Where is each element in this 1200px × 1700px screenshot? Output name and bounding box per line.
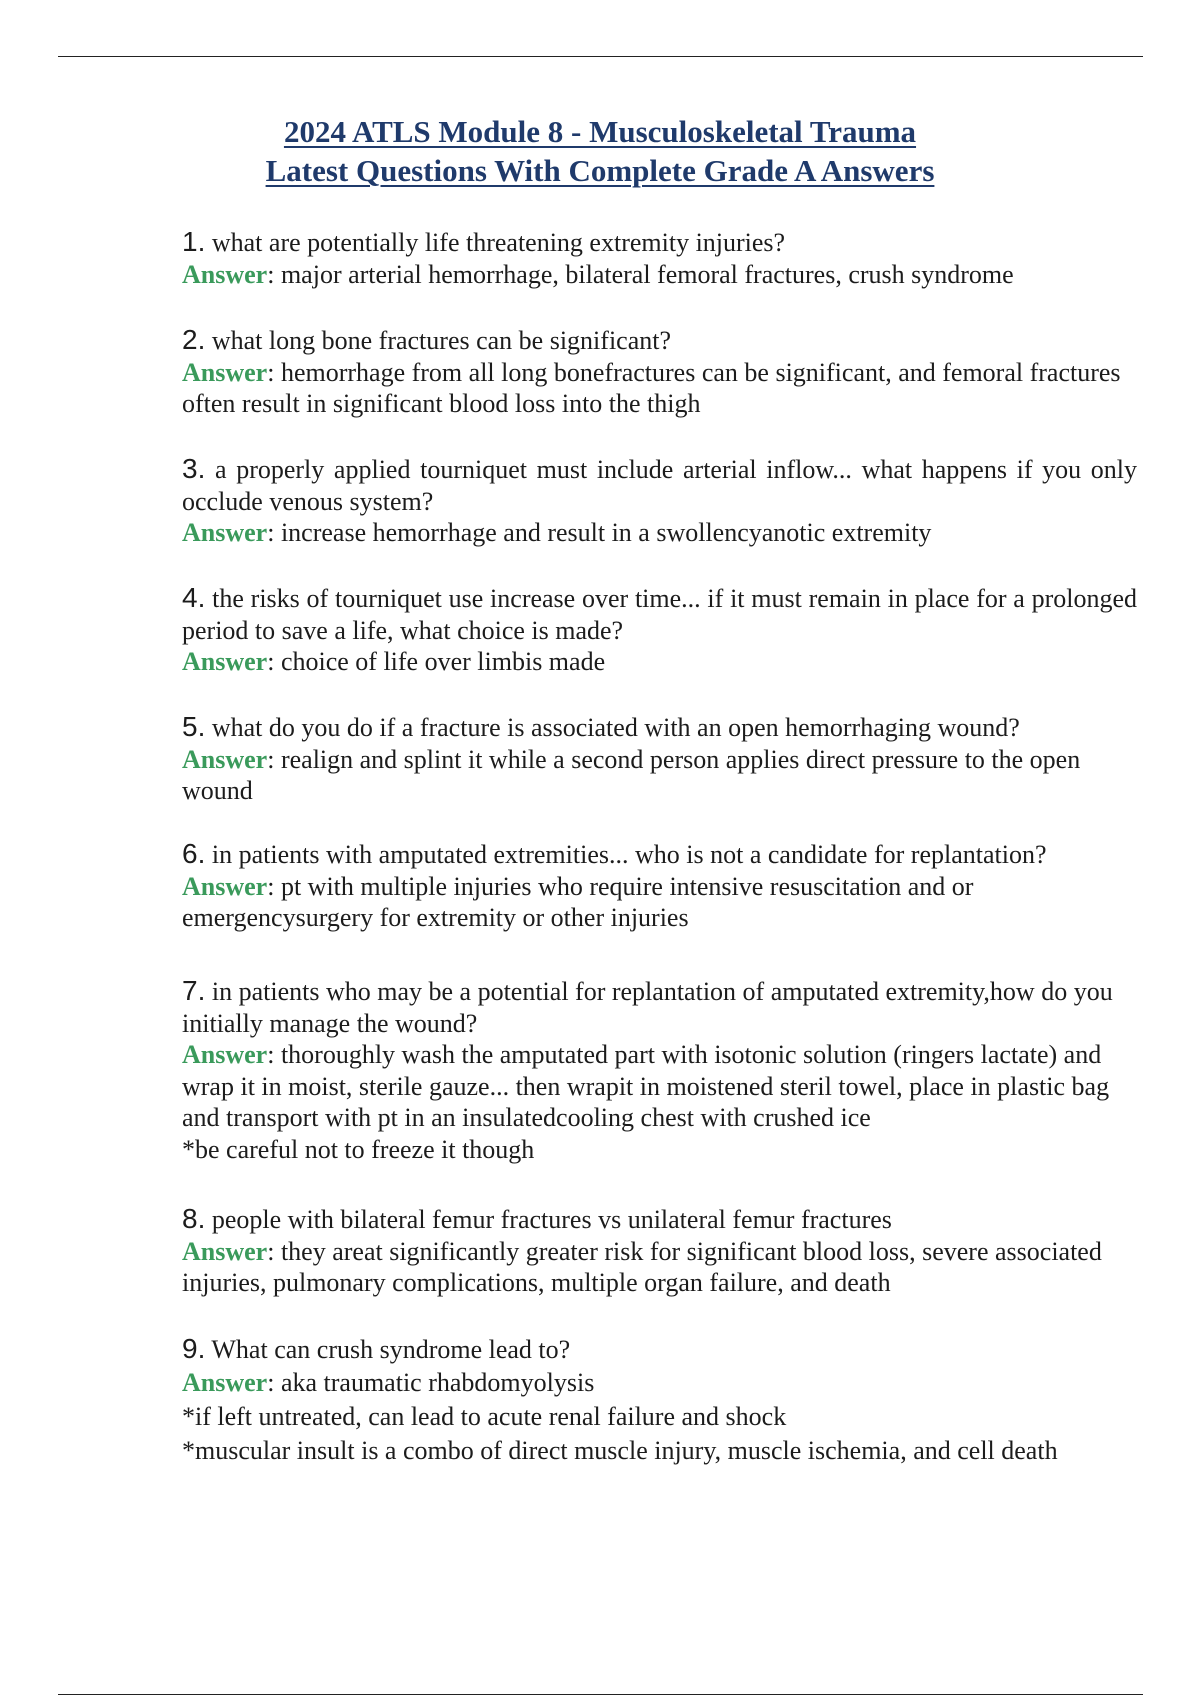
question-number: 8. — [182, 1203, 206, 1234]
question-number: 2. — [182, 324, 206, 355]
answer-text: thoroughly wash the amputated part with isotonic solution (ringers lactate) and wrap it in moist, sterile gauze... then wrapit in moistened steril towel, place in plastic bag and transport with pt in an insulatedcooling chest with crushed ice — [182, 1040, 1110, 1132]
answer-note: *be careful not to freeze it though — [182, 1134, 535, 1164]
footer-rule — [58, 1694, 1143, 1695]
title-line-1: 2024 ATLS Module 8 - Musculoskeletal Trauma — [283, 114, 917, 149]
answer-text: hemorrhage from all long bonefractures can be significant, and femoral fractures often result in significant blood loss into the thigh — [182, 357, 1121, 418]
question-text: in patients with amputated extremities... who is not a candidate for replantation? — [211, 840, 1047, 869]
answer-label: Answer — [182, 357, 268, 387]
answer-label: Answer — [182, 1040, 268, 1069]
qa-item-3: 3. a properly applied tourniquet must include arterial inflow... what happens if you only occlude venous system? Answer: increase hemorrhage and result in a swollencyanotic extremity — [182, 453, 1138, 547]
qa-item-9: 9. What can crush syndrome lead to? Answer: aka traumatic rhabdomyolysis *if left untreated, can lead to acute renal failure and shock *muscular insult is a combo of direct muscle injury, muscle ischemia, and cell death — [182, 1333, 1137, 1468]
question-number: 9. — [182, 1333, 206, 1364]
answer-label: Answer — [182, 871, 268, 901]
answer-text: they areat significantly greater risk for significant blood loss, severe associated injuries, pulmonary complications, multiple organ failure, and death — [182, 1236, 1102, 1297]
answer-text: increase hemorrhage and result in a swollencyanotic extremity — [280, 518, 932, 547]
qa-item-4: 4. the risks of tourniquet use increase over time... if it must remain in place for a prolonged period to save a life, what choice is made? Answer: choice of life over limbis made — [182, 582, 1138, 676]
answer-label: Answer — [182, 744, 268, 774]
question-number: 1. — [182, 226, 206, 257]
document-title — [0, 112, 1200, 190]
qa-item-2: 2. what long bone fractures can be significant? Answer: hemorrhage from all long bonefractures can be significant, and femoral fractures often result in significant blood loss into the thigh — [182, 324, 1121, 418]
header-rule — [58, 56, 1143, 57]
answer-label: Answer — [182, 518, 268, 547]
question-number: 7. — [182, 975, 206, 1006]
qa-item-5: 5. what do you do if a fracture is associated with an open hemorrhaging wound? Answer: realign and splint it while a second person applies direct pressure to the open wound — [182, 711, 1081, 805]
question-text: a properly applied tourniquet must include arterial inflow... what happens if you only occlude venous system? — [182, 455, 1138, 516]
answer-text: pt with multiple injuries who require intensive resuscitation and or emergencysurgery for extremity or other injuries — [182, 871, 974, 932]
question-text: what long bone fractures can be significant? — [211, 326, 672, 355]
question-number: 6. — [182, 838, 206, 869]
answer-label: Answer — [182, 259, 268, 289]
answer-text: major arterial hemorrhage, bilateral femoral fractures, crush syndrome — [280, 259, 1014, 289]
answer-label: Answer — [182, 1236, 268, 1266]
question-text: what do you do if a fracture is associated with an open hemorrhaging wound? — [211, 713, 1020, 742]
question-text: people with bilateral femur fractures vs unilateral femur fractures — [211, 1205, 892, 1234]
qa-item-6: 6. in patients with amputated extremities... who is not a candidate for replantation? Answer: pt with multiple injuries who require intensive resuscitation and or emergencysurgery for extremity or other injuries — [182, 838, 1047, 932]
answer-label: Answer — [182, 1367, 268, 1397]
question-number: 4. — [182, 582, 206, 613]
answer-label: Answer — [182, 647, 268, 676]
qa-item-8: 8. people with bilateral femur fractures vs unilateral femur fractures Answer: they areat significantly greater risk for significant blood loss, severe associated injuries, pulmonary complications, multiple organ failure, and death — [182, 1203, 1102, 1297]
qa-item-7: 7. in patients who may be a potential for replantation of amputated extremity,how do you initially manage the wound? Answer: thoroughly wash the amputated part with isotonic solution (ringers lactate) and wrap it in moist, sterile gauze... then wrapit in moistened steril towel, place in plastic bag and transport with pt in an insulatedcooling chest with crushed ice *be careful not to freeze it though — [182, 975, 1137, 1165]
answer-text: aka traumatic rhabdomyolysis — [280, 1367, 595, 1397]
question-text: in patients who may be a potential for replantation of amputated extremity,how do you initially manage the wound? — [182, 977, 1113, 1038]
answer-note: *muscular insult is a combo of direct muscle injury, muscle ischemia, and cell death — [182, 1435, 1058, 1465]
qa-item-1: 1. what are potentially life threatening extremity injuries? Answer: major arterial hemorrhage, bilateral femoral fractures, crush syndrome — [182, 226, 1014, 289]
answer-note: *if left untreated, can lead to acute renal failure and shock — [182, 1401, 787, 1431]
question-number: 5. — [182, 711, 206, 742]
question-text: what are potentially life threatening extremity injuries? — [211, 228, 786, 257]
title-line-2: Latest Questions With Complete Grade A Answers — [265, 153, 935, 188]
question-text: the risks of tourniquet use increase over time... if it must remain in place for a prolonged period to save a life, what choice is made? — [182, 584, 1138, 645]
answer-text: choice of life over limbis made — [280, 647, 606, 676]
question-text: What can crush syndrome lead to? — [211, 1335, 571, 1364]
answer-text: realign and splint it while a second person applies direct pressure to the open wound — [182, 744, 1081, 805]
question-number: 3. — [182, 453, 206, 484]
